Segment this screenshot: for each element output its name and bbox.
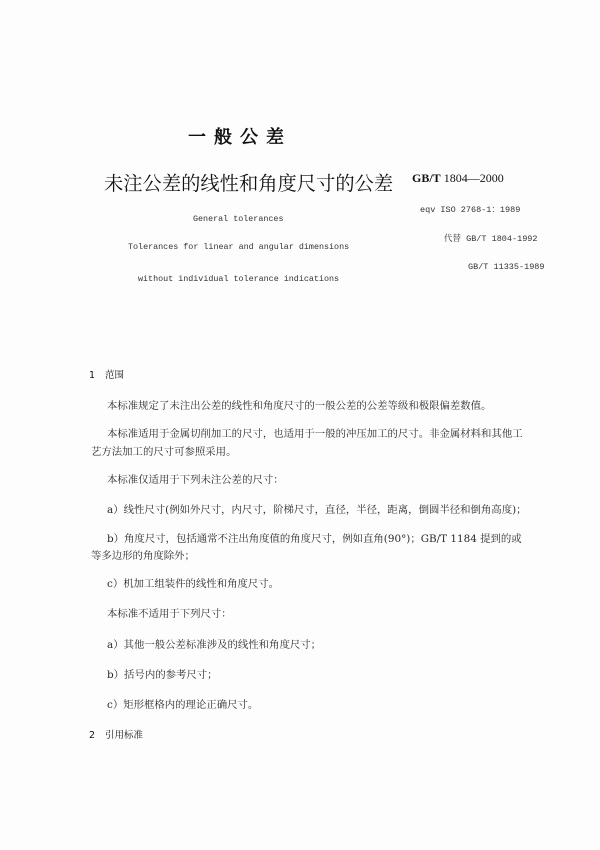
section-title: 范围 [105, 370, 125, 381]
list-item: 等多边形的角度除外； [91, 550, 195, 562]
replaces-note-2: GB/T 11335-1989 [468, 262, 545, 272]
list-item: c）矩形框格内的理论正确尺寸。 [107, 699, 259, 711]
section-title: 引用标准 [105, 730, 144, 741]
section-number: 1 [89, 370, 96, 381]
paragraph-line: 本标准仅适用于下列未注公差的尺寸： [107, 474, 284, 486]
paragraph-line: 本标准适用于金属切削加工的尺寸，也适用于一般的冲压加工的尺寸。非金属材料和其他工 [107, 428, 523, 440]
list-item: b）角度尺寸，包括通常不注出角度值的角度尺寸，例如直角(90°)；GB/T 1184 提到的或 [107, 533, 522, 545]
section-heading-scope [89, 367, 124, 381]
section-number: 2 [89, 730, 96, 741]
list-item: c）机加工组装件的线性和角度尺寸。 [107, 578, 280, 590]
standard-code-number: 1804—2000 [443, 171, 504, 185]
paragraph-line: 艺方法加工的尺寸可参照采用。 [91, 446, 237, 458]
paragraph-line: 本标准不适用于下列尺寸： [107, 608, 232, 620]
list-item: b）括号内的参考尺寸； [107, 669, 218, 681]
english-title-3: without individual tolerance indications [138, 274, 340, 284]
list-item: a）其他一般公差标准涉及的线性和角度尺寸； [107, 639, 322, 651]
paragraph-line: 本标准规定了未注出公差的线性和角度尺寸的一般公差的公差等级和极限偏差数值。 [107, 400, 492, 412]
main-title: 一般公差 [188, 127, 292, 148]
replaces-note-1: 代替 GB/T 1804-1992 [444, 234, 538, 244]
section-heading-references [89, 727, 143, 741]
equivalence-note: eqv ISO 2768-1：1989 [420, 205, 521, 215]
standard-code-prefix: GB/T [412, 171, 441, 185]
english-title-2: Tolerances for linear and angular dimensions [128, 242, 350, 252]
english-title-1: General tolerances [193, 214, 284, 224]
sub-title: 未注公差的线性和角度尺寸的公差 [104, 172, 394, 195]
list-item: a）线性尺寸(例如外尺寸，内尺寸，阶梯尺寸，直径，半径，距离，倒圆半径和倒角高度)； [107, 504, 527, 516]
standard-code [412, 171, 504, 186]
